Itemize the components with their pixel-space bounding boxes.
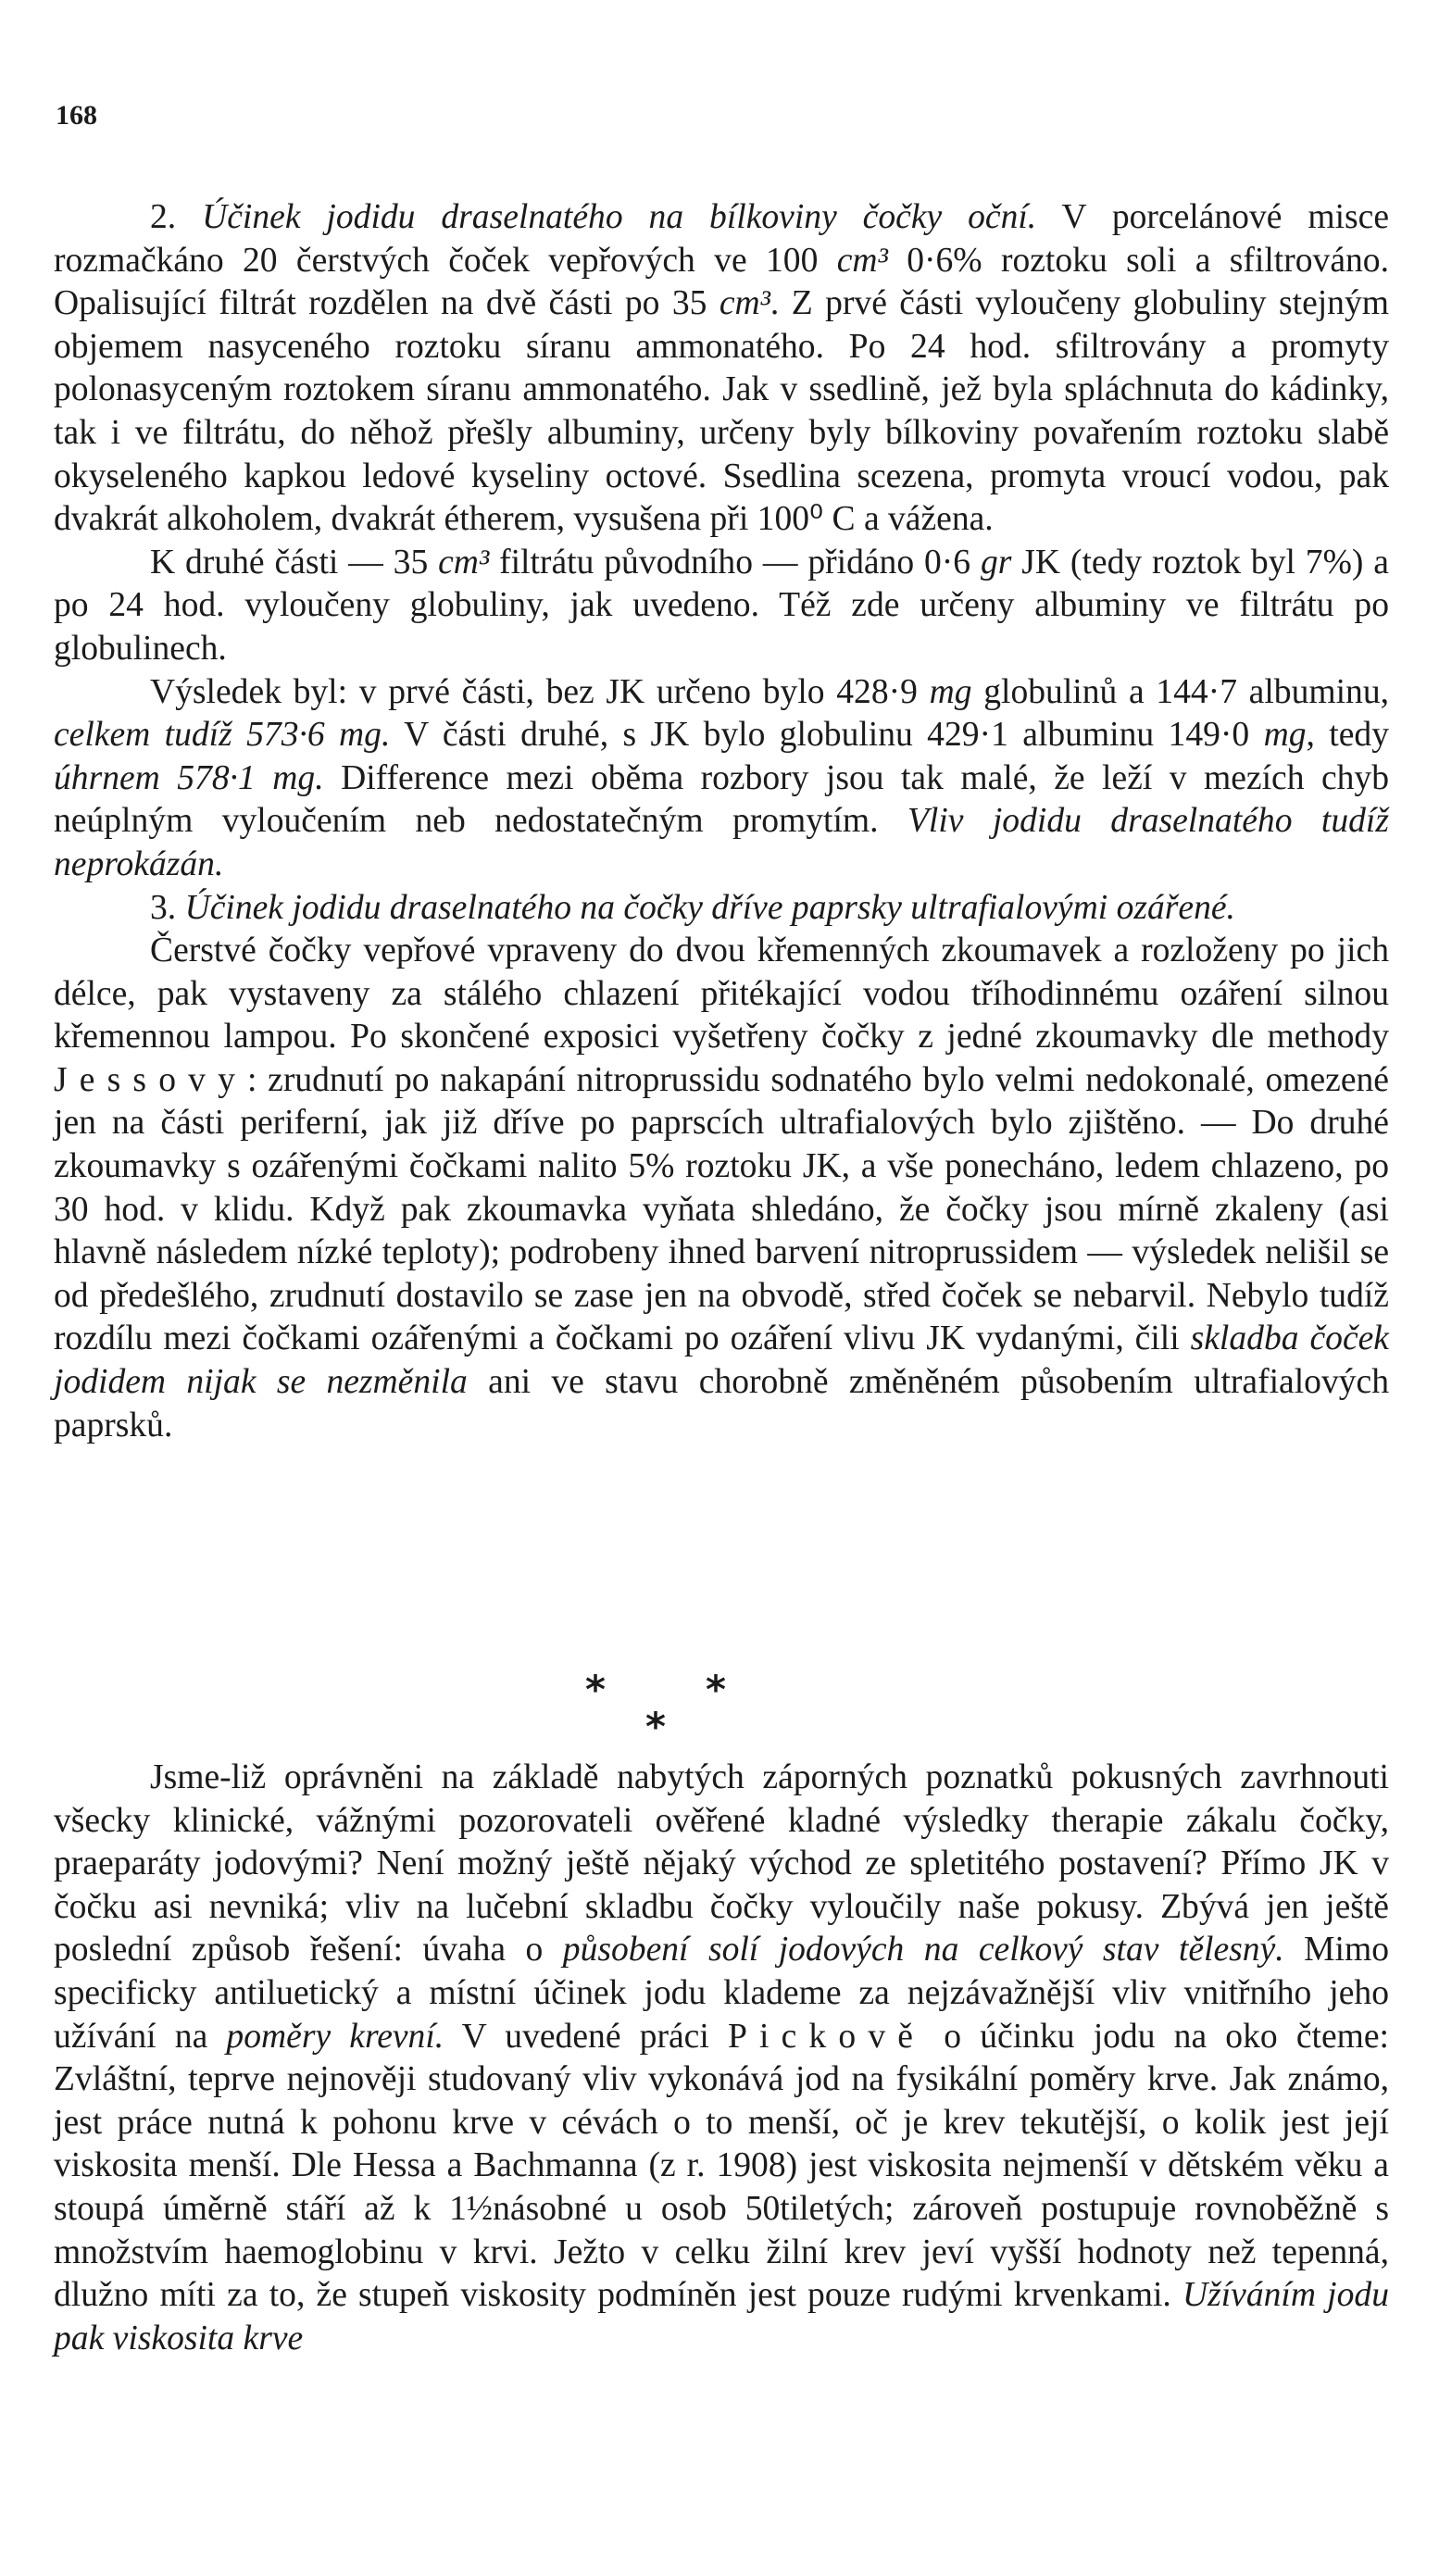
asterisk: * bbox=[645, 1704, 666, 1749]
section-2-paragraph: 2. Účinek jodidu draselnatého na bílkoviny čočky oční. V porcelánové misce rozmačkáno 20 čerstvých čoček vepřových ve 100 cm³ 0·6% roztoku soli a sfiltrováno. Opalisující filtrát rozdělen na dvě části po 35 cm³. Z prvé části vyloučeny globuliny stejným objemem nasyceného roztoku síranu ammonatého. Po 24 hod. sfiltrovány a promyty polonasyceným roztokem síranu ammonatého. Jak v ssedlině, jež byla spláchnuta do kádinky, tak i ve filtrátu, do něhož přešly albuminy, určeny byly bílkoviny povařením roztoku slabě okyseleného kapkou ledové kyseliny octové. Ssedlina scezena, promyta vroucí vodou, pak dvakrát alkoholem, dvakrát étherem, vysušena při 100⁰ C a vážena. bbox=[54, 198, 1390, 539]
total-first-part: celkem tudíž 573·6 mg. bbox=[54, 716, 391, 755]
experiments-text bbox=[54, 196, 1389, 1447]
page-number: 168 bbox=[56, 100, 97, 131]
section-2-conclusion: Vliv jodidu draselnatého tudíž neprokázán. bbox=[54, 802, 1389, 883]
asterisk: * bbox=[706, 1667, 726, 1712]
section-2-paragraph-2: K druhé části — 35 cm³ filtrátu původního — přidáno 0·6 gr JK (tedy roztok byl 7%) a po 24 hod. vyloučeny globuliny, jak uvedeno. Též zde určeny albuminy ve filtrátu po globulinech. bbox=[54, 543, 1389, 668]
section-3-number: 3. bbox=[150, 888, 185, 927]
section-3-heading-paragraph bbox=[54, 887, 1389, 931]
section-3-heading: Účinek jodidu draselnatého na čočky dříve paprsky ultrafialovými ozářené. bbox=[184, 888, 1235, 927]
section-2-number: 2. bbox=[150, 198, 203, 236]
section-2-results: Výsledek byl: v prvé části, bez JK určeno bylo 428·9 mg globulinů a 144·7 albuminu, celkem tudíž 573·6 mg. V části druhé, s JK bylo globulinu 429·1 albuminu 149·0 mg, tedy úhrnem 578·1 mg. Difference mezi oběma rozbory jsou tak malé, že leží v mezích chyb neúplným vyloučením neb nedostatečným promytím. Vliv jodidu draselnatého tudíž neprokázán. bbox=[54, 672, 1389, 883]
section-3-conclusion: skladba čoček jodidem nijak se nezměnila bbox=[54, 1319, 1389, 1402]
author-pick: Pickově bbox=[727, 2017, 926, 2056]
total-second-part: úhrnem 578·1 mg. bbox=[54, 758, 324, 797]
author-jessova: Jessovy bbox=[54, 1060, 248, 1099]
asterisk-divider bbox=[519, 1667, 889, 1750]
closing-paragraph: Jsme-liž oprávněni na základě nabytých záporných poznatků pokusných zavrhnouti všecky klinické, vážnými pozorovateli ověřené kladné výsledky therapie zákalu čočky, praeparáty jodovými? Není možný ještě nějaký východ ze spletitého postavení? Přímo JK v čočku asi nevniká; vliv na lučební skladbu čočky vyloučily naše pokusy. Zbývá jen ještě poslední způsob řešení: úvaha o působení solí jodových na celkový stav tělesný. Mimo specificky antiluetický a místní účinek jodu klademe za nejzávažnější vliv vnitřního jeho užívání na poměry krevní. V uvedené práci Pickově o účinku jodu na oko čteme: Zvláštní, teprve nejnověji studovaný vliv vykonává jod na fysikální poměry krve. Jak známo, jest práce nutná k pohonu krve v cévách o to menší, oč je krev tekutější, o kolik jest její viskosita menší. Dle Hessa a Bachmanna (z r. 1908) jest viskosita nejmenší v dětském věku a stoupá úměrně stáří až k 1½násobné u osob 50tiletých; zároveň postupuje rovnoběžně s množstvím haemoglobinu v krvi. Ježto v celku žilní krev jeví vyšší hodnoty než tepenná, dlužno míti za to, že stupeň viskosity podmíněn jest pouze rudými krvenkami. Užíváním jodu pak viskosita krve bbox=[54, 1758, 1389, 2357]
closing-text bbox=[54, 1757, 1389, 2360]
section-3-paragraph: Čerstvé čočky vepřové vpraveny do dvou křemenných zkoumavek a rozloženy po jich délce, pak vystaveny za stálého chlazení přitékající vodou tříhodinnému ozáření silnou křemennou lampou. Po skončené exposici vyšetřeny čočky z jedné zkoumavky dle methody Jessovy: zrudnutí po nakapání nitroprussidu sodnatého bylo velmi nedokonalé, omezené jen na části periferní, jak již dříve po paprscích ultrafialových bylo zjištěno. — Do druhé zkoumavky s ozářenými čočkami nalito 5% roztoku JK, a vše ponecháno, ledem chlazeno, po 30 hod. v klidu. Když pak zkoumavka vyňata shledáno, že čočky jsou mírně zkaleny (asi hlavně následem nízké teploty); podrobeny ihned barvení nitroprussidem — výsledek nelišil se od předešlého, zrudnutí dostavilo se zase jen na obvodě, střed čoček se nebarvil. Nebylo tudíž rozdílu mezi čočkami ozářenými a čočkami po ozáření vlivu JK vydanými, čili skladba čoček jodidem nijak se nezměnila ani ve stavu chorobně změněném působením ultrafialových paprsků. bbox=[54, 932, 1389, 1444]
asterisk: * bbox=[585, 1667, 606, 1712]
section-2-heading: Účinek jodidu draselnatého na bílkoviny čočky oční. bbox=[202, 198, 1037, 236]
